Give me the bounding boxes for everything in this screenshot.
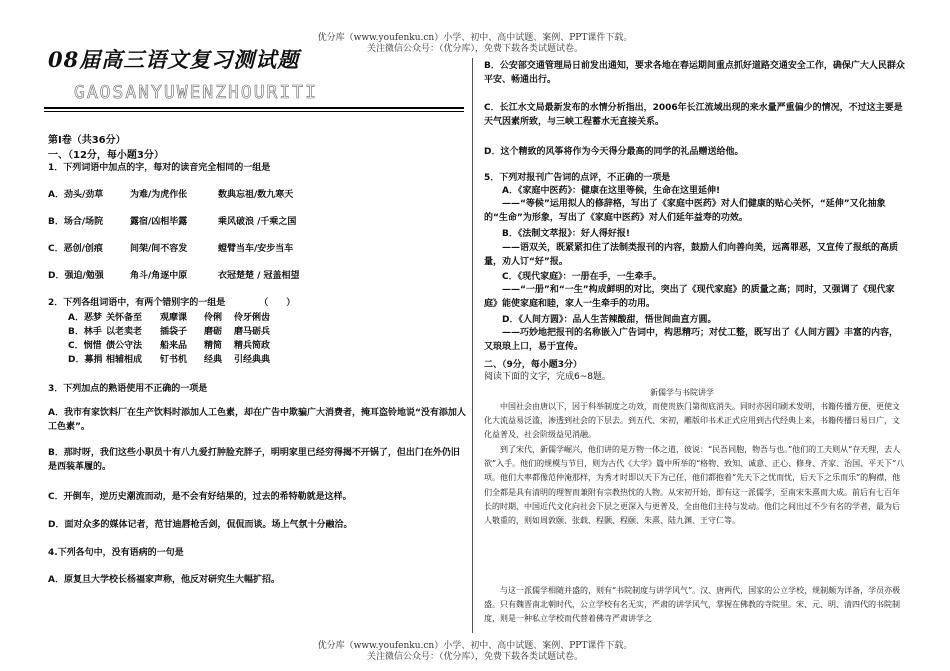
q2-b-5: 磨马砺兵 xyxy=(234,327,271,337)
watermark-top-line1: 优分库（www.youfenku.cn）小学、初中、高中试题、案例、PPT课件下载。 xyxy=(317,33,633,43)
q2-a-3: 观摩课 xyxy=(160,313,188,323)
q4-stem: 4.下列各句中，没有语病的一句是 xyxy=(48,548,184,558)
title-rule-thick xyxy=(44,107,464,109)
q5-option-c-comment: ——“一册”和“一生”构成鲜明的对比，突出了《现代家庭》的质量之高；同时，又强调了《现代家庭》能使家庭和睦，家人一生牵手的功用。 xyxy=(484,285,895,309)
column-divider xyxy=(472,58,473,633)
q2-b-3: 插袋子 xyxy=(160,327,188,337)
q1-option-d xyxy=(48,270,300,282)
q5-option-d-comment: ——巧妙地把报刊的名称嵌入广告词中，构思精巧；对仗工整，既写出了《人间方圆》丰富的内容，又琅琅上口，易于宣传。 xyxy=(484,328,899,352)
q1-d-3: 衣冠楚楚 / 冠盖相望 xyxy=(218,271,300,281)
watermark-top-line2: 关注微信公众号：（优分库），免费下载各类试题试卷。 xyxy=(366,44,583,54)
q4-option-b: B．公安部交通管理局日前发出通知，要求各地在春运期间重点抓好道路交通安全工作，确保广大人民群众平安、畅通出行。 xyxy=(484,61,905,85)
article-paragraph-2: 到了宋代，新儒学崛兴，他们讲的是万物一体之道，彼说：“民吾同胞，物吾与也。”他们的工夫则从“存天理，去人欲”入手。他们的规模与节目，则为古代《大学》篇中所举的“格物、致知、诚意、正心、修身、齐家、治国、平天下”八项。他们大率都像范仲淹那样，为秀才时即以天下为己任，他们都抱着“先天下之忧而忧，后天下之乐而乐”的胸襟，他们全都是具有清明的理智而兼附有宗教热忱的人物。从宋初开始，即有这一派儒学，至南宋朱熹而大成。前后有七百年长的时期，中国近代文化向社会下层之更深入与更普及，全由他们主持与发动。他们之间出过不少有名的学者，最为后人敬重的，则如周敦颐、张载、程颢、程颐、朱熹、陆九渊、王守仁等。 xyxy=(484,445,905,526)
q2-a-1: A．恶梦 xyxy=(68,313,102,323)
watermark-bottom xyxy=(0,641,950,663)
q1-c-2: 间架/间不容发 xyxy=(130,244,188,254)
page-title-pinyin: GAOSANYUWENZHOURITI xyxy=(74,82,318,103)
section1-heading: 一、（12分，每小题3分） xyxy=(48,150,164,161)
q5-option-a-comment: ——“等候”运用拟人的修辞格，写出了《家庭中医药》对人们健康的贴心关怀，“延伸”又化抽象的“生命”为形象，写出了《家庭中医药》对人们延年益寿的功效。 xyxy=(484,199,886,223)
q2-option-c xyxy=(68,340,270,352)
q2-d-3: 钉书机 xyxy=(160,355,188,365)
q2-b-4: 磨砺 xyxy=(204,327,223,337)
q1-stem: 1．下列词语中加点的字，每对的读音完全相同的一组是 xyxy=(48,163,271,173)
q1-d-1: D．强迫/勉强 xyxy=(48,271,104,281)
q2-c-4: 精简 xyxy=(204,341,223,351)
q3-option-b: B．那时呀，我们这些小职员十有八九爱打肿脸充胖子，明明家里已经穷得揭不开锅了，但出门在外仍旧是西装革履的。 xyxy=(48,448,460,472)
q3-option-a: A．我市有家饮料厂在生产饮料时添加人工色素，却在广告中欺骗广大消费者，掩耳盗铃地说“没有添加人工色素”。 xyxy=(48,408,466,432)
q4-option-d: D．这个精致的风筝将作为今天得分最高的同学的礼品赠送给他。 xyxy=(484,147,744,157)
page-title: 08届高三语文复习测试题 xyxy=(48,47,300,72)
q2-a-2: 关怀备至 xyxy=(106,313,143,323)
q2-a-5: 伶牙俐齿 xyxy=(234,313,271,323)
q2-option-b xyxy=(68,326,270,338)
reading-intro: 阅读下面的文字，完成6~8题。 xyxy=(484,372,611,382)
part1-heading: 第Ⅰ卷（共36分） xyxy=(48,135,126,146)
watermark-bottom-line2: 关注微信公众号：（优分库），免费下载各类试题试卷。 xyxy=(366,652,583,662)
q1-a-1: A．劲头/劲草 xyxy=(48,190,104,200)
article-paragraph-1: 中国社会由唐以下，因于科举制度之功效，而使贵族门第彻底消失。同时亦因印刷术发明，书籍传播方便，更使文化大流益易泛滥，渗透到社会的下层去。到五代、宋初，雕版印书术正式应用到古代经典上来，书籍传播日易日广，文化益普及，社会阶级益见消融。 xyxy=(484,402,900,440)
article-title: 新儒学与书院讲学 xyxy=(650,388,714,397)
q1-a-3: 数典忘祖/数九寒天 xyxy=(218,190,294,200)
q2-answer-paren: （ ） xyxy=(259,298,296,308)
q2-c-3: 船来品 xyxy=(160,341,188,351)
q2-d-5: 引经典典 xyxy=(234,355,271,365)
q1-c-1: C．恶创/创痕 xyxy=(48,244,103,254)
q2-c-1: C．悯惜 xyxy=(68,341,102,351)
q5-option-d-title: D．《人间方圆》：品人生苦辣酸甜，悟世间曲直方圆。 xyxy=(502,315,717,325)
q5-option-a-title: A．《家庭中医药》：健康在这里等候，生命在这里延伸! xyxy=(502,186,721,196)
q2-b-1: B．林手 xyxy=(68,327,102,337)
q1-d-2: 角斗/角逐中原 xyxy=(130,271,188,281)
q2-stem-text: 2．下列各组词语中，有两个错别字的一组是 xyxy=(48,298,226,308)
q2-b-2: 以老卖老 xyxy=(106,327,143,337)
q3-option-c: C．开倒车，逆历史潮流而动，是不会有好结果的，过去的希特勒就是这样。 xyxy=(48,492,352,502)
q1-b-2: 露宿/凶相毕露 xyxy=(130,217,188,227)
section2-heading: 二、（9分，每小题3分） xyxy=(484,360,583,370)
q3-option-d: D．面对众多的媒体记者，范甘迪唇枪舌剑，侃侃而谈。场上气氛十分融洽。 xyxy=(48,520,353,530)
watermark-bottom-line1: 优分库（www.youfenku.cn）小学、初中、高中试题、案例、PPT课件下载。 xyxy=(317,641,633,651)
title-rule-thin xyxy=(44,111,464,112)
article-paragraph-3: 与这一派儒学相随并盛的，则有“书院制度与讲学风气”。汉、唐两代，国家的公立学校，规制颇为详备，学员亦极盛。只有魏晋南北朝时代，公立学校有名无实，严肃的讲学风气，掌握在佛教的寺院里。宋、元、明、清四代的书院制度，则是一种私立学校而代替着佛寺严肃讲学之 xyxy=(484,586,901,624)
q2-a-4: 伶俐 xyxy=(204,313,223,323)
q5-stem: 5．下列对报刊广告词的点评，不正确的一项是 xyxy=(484,173,671,183)
q2-option-a xyxy=(68,312,270,324)
q1-option-a xyxy=(48,189,293,201)
q1-option-c xyxy=(48,243,293,255)
q2-stem xyxy=(48,297,295,309)
q3-stem: 3．下列加点的熟语使用不正确的一项是 xyxy=(48,384,208,394)
q2-d-1: D．募捐 xyxy=(68,355,103,365)
q2-d-4: 经典 xyxy=(204,355,223,365)
q1-option-b xyxy=(48,216,296,228)
q4-option-a: A．原复旦大学校长杨福家声称，他反对研究生大幅扩招。 xyxy=(48,575,280,585)
q1-c-3: 螳臂当车/安步当车 xyxy=(218,244,294,254)
q2-c-5: 精兵简政 xyxy=(234,341,271,351)
q1-a-2: 为难/为虎作伥 xyxy=(130,190,188,200)
q2-d-2: 相辅相成 xyxy=(106,355,143,365)
q5-option-b-comment: ——语双关，既紧紧扣住了法制类报刊的内容，鼓励人们向善向美，远离罪恶，又宣传了报纸的高质量，劝人订“好”报。 xyxy=(484,243,899,267)
q1-b-3: 乘风破浪 /千乘之国 xyxy=(218,217,297,227)
q2-option-d xyxy=(68,354,270,366)
q2-c-2: 债公守法 xyxy=(106,341,143,351)
q5-option-b-title: B．《法制文萃报》：好人得好报! xyxy=(502,229,630,239)
q4-option-c: C．长江水文局最新发布的水情分析指出，2006年长江流域出现的来水量严重偏少的情况，不过这主要是天气因素所致，与三峡工程蓄水无直接关系。 xyxy=(484,103,903,127)
q5-option-c-title: C．《现代家庭》：一册在手，一生牵手。 xyxy=(502,272,662,282)
q1-b-1: B．场合/场院 xyxy=(48,217,104,227)
